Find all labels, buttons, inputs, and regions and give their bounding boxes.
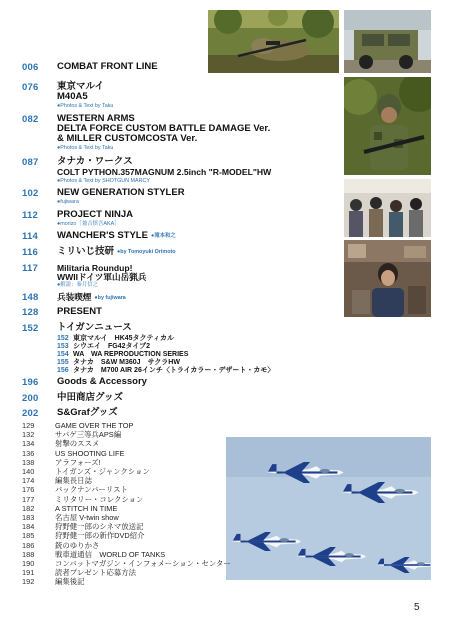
list-page-number: 182	[22, 503, 35, 513]
toygun-news-item[interactable]	[57, 343, 150, 351]
list-title: サバゲ三等兵APS編	[55, 430, 122, 440]
list-item[interactable]	[22, 440, 99, 448]
toc-page-number: 117	[22, 263, 38, 274]
toc-page-number: 076	[22, 82, 39, 93]
military-truck-photo	[344, 10, 431, 73]
list-title: US SHOOTING LIFE	[55, 448, 125, 458]
list-title: 狩野健一郎のシネマ放送記	[55, 522, 144, 532]
toc-title: S&Grafグッズ	[57, 407, 118, 418]
hobby-shop-photo	[344, 240, 431, 317]
list-title: ミリタリー・コレクション	[55, 494, 144, 504]
list-item[interactable]	[22, 459, 101, 467]
list-title: コンバットマガジン・インフォメーション・センター	[55, 559, 231, 568]
sub-title: WA WA REPRODUCTION SERIES	[73, 351, 189, 358]
sub-title: タナカ M700 AIR 26インチ〈トライカラー・デザート・カモ〉	[73, 367, 275, 374]
toc-title: タナカ・ワークス	[57, 156, 133, 167]
toc-credit: ●by Tomoyuki Orimoto	[117, 249, 176, 255]
toc-title: COLT PYTHON.357MAGNUM 2.5inch "R-MODEL"HW	[57, 167, 272, 177]
list-page-number: 138	[22, 457, 35, 467]
list-title: アラフォーズ!	[55, 457, 101, 467]
list-title: GAME OVER THE TOP	[55, 421, 134, 430]
toc-page-number: 082	[22, 114, 39, 125]
list-title: バックナンバーリスト	[55, 485, 128, 495]
list-item[interactable]	[22, 542, 99, 550]
toc-title: COMBAT FRONT LINE	[57, 61, 158, 72]
toc-page-number: 148	[22, 292, 39, 303]
toc-title: WWIIドイツ軍山岳猟兵	[57, 272, 147, 282]
toc-title: 東京マルイ	[57, 81, 105, 92]
toc-page-number: 102	[22, 188, 39, 199]
toygun-news-item[interactable]	[57, 335, 174, 343]
list-item[interactable]	[22, 468, 150, 476]
toc-credit: ●Photos & Text by SHOTGUN MARCY	[57, 178, 151, 184]
toc-credit: ●Photos & Text by Taku	[57, 145, 114, 151]
list-page-number: 192	[22, 577, 35, 587]
sub-title: 東京マルイ HK45タクティカル	[73, 335, 174, 342]
list-page-number: 140	[22, 467, 35, 476]
list-item[interactable]	[22, 496, 143, 504]
list-page-number: 136	[22, 448, 35, 458]
toc-page-number: 087	[22, 157, 39, 168]
sub-page-number: 156	[57, 367, 69, 374]
toygun-news-item[interactable]	[57, 359, 180, 367]
list-page-number: 177	[22, 494, 35, 504]
sub-page-number: 152	[57, 335, 69, 342]
sub-title: シウエイ FG42タイプ2	[73, 343, 151, 350]
list-page-number: 134	[22, 439, 35, 449]
list-page-number: 186	[22, 540, 35, 550]
toc-title: Militaria Roundup!	[57, 263, 133, 273]
list-item[interactable]	[22, 532, 145, 540]
toc-credit: ●by fujiwara	[94, 295, 126, 301]
list-item[interactable]	[22, 505, 117, 513]
toc-page-number: 006	[22, 62, 39, 73]
list-item[interactable]	[22, 450, 124, 458]
page-number: 5	[414, 602, 420, 613]
sub-page-number: 153	[57, 343, 69, 350]
toc-credit: ●解説：秦月信之	[57, 282, 98, 288]
list-page-number: 188	[22, 549, 35, 559]
toc-title: WANCHER'S STYLE	[57, 230, 148, 241]
toc-credit: ●fujiwara	[57, 199, 79, 205]
toc-title: M40A5	[57, 91, 88, 102]
list-page-number: 176	[22, 485, 35, 495]
toc-title: DELTA FORCE CUSTOM BATTLE DAMAGE Ver.	[57, 123, 271, 134]
list-title: A STITCH IN TIME	[55, 503, 118, 513]
list-page-number: 184	[22, 522, 35, 532]
list-item[interactable]	[22, 578, 85, 586]
toc-credit: ●滝本和之	[150, 233, 176, 239]
list-title: 戦車道通信 WORLD OF TANKS	[55, 549, 166, 559]
toc-page-number: 114	[22, 231, 38, 242]
list-title: 名古屋 V-twin show	[55, 513, 119, 522]
sub-title: タナカ S&W M360J サクラHW	[73, 359, 180, 366]
blue-impulse-jets-photo	[226, 437, 431, 580]
list-title: 編集長日誌	[55, 476, 92, 486]
toc-page-number: 128	[22, 307, 39, 318]
toc-title: 兵装喫煙	[57, 292, 92, 302]
sub-page-number: 155	[57, 359, 69, 366]
toc-title: ミリいじ技研	[57, 246, 115, 257]
toc-page-number: 202	[22, 408, 39, 419]
toc-title: NEW GENERATION STYLER	[57, 187, 185, 198]
list-page-number: 174	[22, 476, 35, 486]
list-item[interactable]	[22, 569, 136, 577]
crowd-event-photo	[344, 179, 431, 237]
toc-page-number: 196	[22, 377, 39, 388]
list-item[interactable]	[22, 523, 143, 531]
toc-title: WESTERN ARMS	[57, 113, 135, 124]
soldier-camouflage-photo	[344, 77, 431, 175]
toc-credit: ●Photos & Text by Taku	[57, 103, 114, 109]
toc-title: 中田商店グッズ	[57, 392, 124, 403]
list-item[interactable]	[22, 422, 133, 430]
list-item[interactable]	[22, 551, 165, 559]
toc-title: PRESENT	[57, 306, 102, 317]
toc-page-number: 116	[22, 247, 38, 258]
list-title: 銃のゆりかさ	[55, 540, 100, 550]
list-item[interactable]	[22, 431, 121, 439]
toygun-news-item[interactable]	[57, 367, 274, 375]
toc-page-number: 200	[22, 393, 39, 404]
list-page-number: 190	[22, 559, 35, 568]
list-page-number: 191	[22, 568, 35, 578]
list-page-number: 185	[22, 531, 35, 541]
list-title: 射撃のススメ	[55, 439, 100, 449]
list-item[interactable]	[22, 514, 119, 522]
list-page-number: 132	[22, 430, 35, 440]
toc-page-number: 152	[22, 323, 39, 334]
list-title: トイガンズ・ジャンクション	[55, 467, 150, 476]
toc-title: トイガンニュース	[57, 322, 132, 333]
list-item[interactable]	[22, 477, 92, 485]
list-page-number: 129	[22, 421, 35, 430]
toygun-news-item[interactable]	[57, 351, 188, 359]
toc-credit: ●morizo［兼吉慎吾AKA］	[57, 221, 120, 227]
toc-title: & MILLER CUSTOMCOSTA Ver.	[57, 133, 198, 144]
list-title: 読者プレゼント応募方法	[55, 568, 137, 578]
list-title: 編集後記	[55, 577, 85, 587]
sniper-ghillie-photo	[208, 10, 339, 73]
sub-page-number: 154	[57, 351, 69, 358]
list-page-number: 183	[22, 513, 35, 522]
toc-title: PROJECT NINJA	[57, 209, 134, 220]
toc-page-number: 112	[22, 210, 38, 221]
toc-title: Goods & Accessory	[57, 376, 147, 387]
list-title: 狩野健一郎の新作DVD紹介	[55, 531, 145, 541]
list-item[interactable]	[22, 486, 128, 494]
list-item[interactable]	[22, 560, 231, 568]
